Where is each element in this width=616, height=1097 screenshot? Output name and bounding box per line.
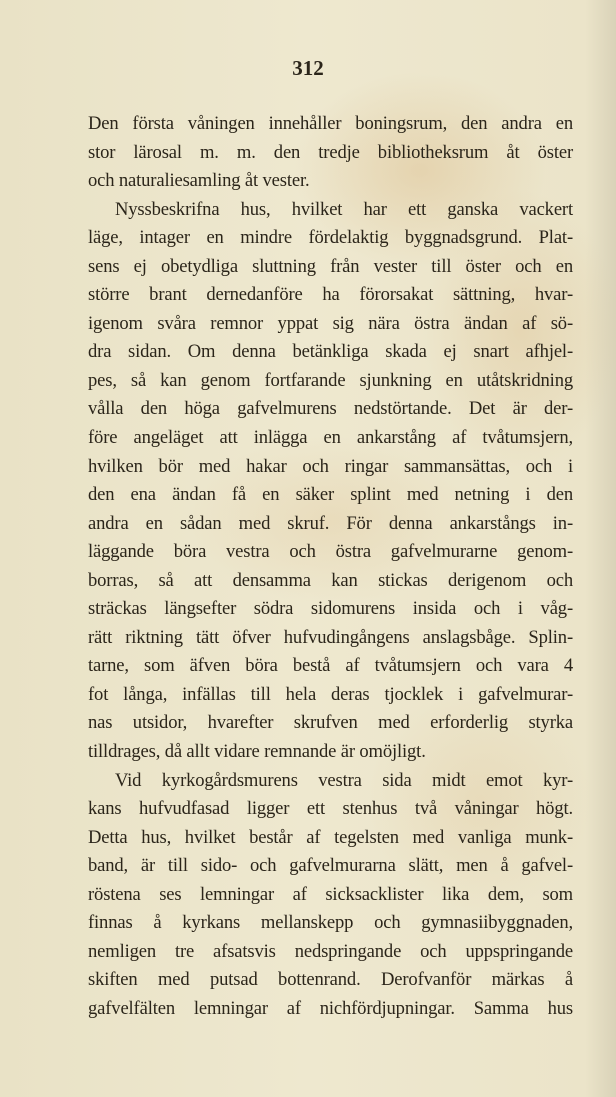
text-line: röstena ses lemningar af sicksacklister lika dem, som xyxy=(88,883,573,905)
text-line: Den första våningen innehåller boningsrum, den andra en xyxy=(88,113,573,134)
text-line: finnas å kyrkans mellanskepp och gymnasiibyggnaden, xyxy=(88,912,573,934)
text-line: pes, så kan genom fortfarande sjunkning en utåtskridning xyxy=(88,369,573,391)
text-line: dra sidan. Om denna betänkliga skada ej snart afhjel- xyxy=(88,341,573,363)
text-line: fot långa, infällas till hela deras tjocklek i gafvelmurar- xyxy=(88,683,573,705)
text-line: rätt riktning tätt öfver hufvudingångens anslagsbåge. Splin- xyxy=(88,626,573,648)
text-line: vålla den höga gafvelmurens nedstörtande. Det är der- xyxy=(88,398,573,420)
text-line: före angeläget att inlägga en ankarstång af tvåtumsjern, xyxy=(88,427,573,449)
text-line: igenom svåra remnor yppat sig nära östra ändan af sö- xyxy=(88,312,573,334)
text-line: gafvelfälten lemningar af nichfördjupningar. Samma hus xyxy=(88,997,573,1019)
text-line: sträckas längsefter södra sidomurens insida och i våg- xyxy=(88,598,573,620)
text-line: Vid kyrkogårdsmurens vestra sida midt emot kyr- xyxy=(115,769,573,791)
text-line: borras, så att densamma kan stickas derigenom och xyxy=(88,569,573,591)
text-line: den ena ändan få en säker splint med netning i den xyxy=(88,484,573,506)
text-line: skiften med putsad bottenrand. Derofvanför märkas å xyxy=(88,969,573,991)
text-line: andra en sådan med skruf. För denna ankarstångs in- xyxy=(88,512,573,534)
text-line: band, är till sido- och gafvelmurarna slätt, men å gafvel- xyxy=(88,855,573,877)
text-line: kans hufvudfasad ligger ett stenhus två våningar högt. xyxy=(88,798,573,820)
text-line: och naturaliesamling åt vester. xyxy=(88,170,310,192)
text-line: större brant dernedanföre ha förorsakat sättning, hvar- xyxy=(88,284,573,306)
text-line: tilldrages, då allt vidare remnande är omöjligt. xyxy=(88,741,426,763)
page-body xyxy=(88,110,573,1024)
text-line: nas utsidor, hvarefter skrufven med erforderlig styrka xyxy=(88,712,573,734)
text-line: läggande böra vestra och östra gafvelmurarne genom- xyxy=(88,541,573,563)
paragraph xyxy=(88,767,573,1024)
text-line: läge, intager en mindre fördelaktig byggnadsgrund. Plat- xyxy=(88,227,573,249)
text-line: tarne, som äfven böra bestå af tvåtumsjern och vara 4 xyxy=(88,655,573,677)
text-line: nemligen tre afsatsvis nedspringande och uppspringande xyxy=(88,940,573,962)
text-line: sens ej obetydliga sluttning från vester till öster och en xyxy=(88,255,573,277)
paragraph xyxy=(88,196,573,767)
page-number: 312 xyxy=(292,56,324,80)
text-line: hvilken bör med hakar och ringar sammansättas, och i xyxy=(88,455,573,477)
text-line: Detta hus, hvilket består af tegelsten med vanliga munk- xyxy=(88,826,573,848)
paragraph xyxy=(88,110,573,196)
text-line: Nyssbeskrifna hus, hvilket har ett ganska vackert xyxy=(115,198,573,220)
text-line: stor lärosal m. m. den tredje bibliotheksrum åt öster xyxy=(88,141,573,163)
